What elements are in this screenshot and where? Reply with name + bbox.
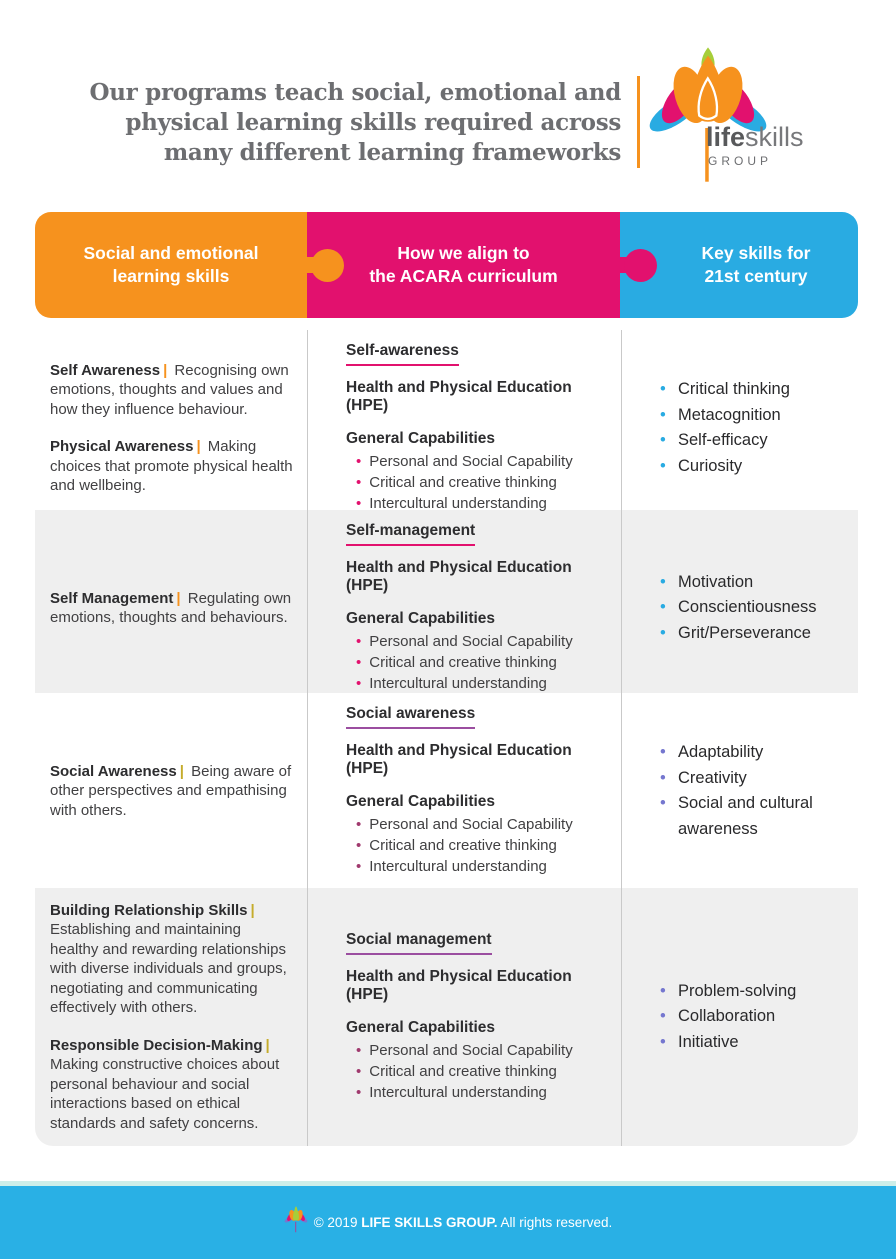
hpe-subheading: Health and Physical Education (HPE) (346, 379, 572, 414)
page-title (40, 62, 621, 192)
key-skills-list (660, 979, 854, 1056)
capability-item: • Intercultural understanding (356, 1082, 573, 1103)
table-row (35, 888, 858, 1146)
acara-alignment-cell (307, 693, 622, 889)
column-header-label: Key skills for (701, 243, 811, 263)
lotus-flower-icon (284, 1204, 308, 1234)
skill-paragraph: Responsible Decision-Making | Making constructive choices about personal behaviour and social interactions based on ethical standards and safety concerns. (50, 1036, 280, 1132)
table-row (35, 510, 858, 693)
capabilities-list (346, 814, 573, 877)
pipe-separator: | (196, 438, 201, 455)
skill-title: Self Awareness (50, 361, 161, 379)
key-skills-cell (622, 330, 858, 526)
key-skills-list (660, 740, 854, 842)
key-skills-list (660, 570, 854, 647)
skill-paragraph: Building Relationship Skills | Establishing and maintaining healthy and rewarding relationships with diverse individuals and groups, negotiating and communicating effectively with others. (50, 901, 287, 1017)
skill-title: Physical Awareness (50, 438, 194, 455)
skill-description-cell (35, 330, 307, 526)
column-header-acara (307, 212, 620, 318)
page-title-line: physical learning skills required across (125, 109, 621, 136)
hpe-subheading: Health and Physical Education (HPE) (346, 559, 572, 594)
skill-description-cell (35, 888, 307, 1146)
capability-item: • Personal and Social Capability (356, 631, 573, 652)
skill-paragraph: Self Management | Regulating own emotions, thoughts and behaviours. (50, 589, 292, 626)
capability-item: • Critical and creative thinking (356, 472, 573, 493)
footer-copyright: © 2019 (313, 1215, 362, 1230)
key-skill-item: • Collaboration (660, 1004, 854, 1030)
page-header (0, 0, 896, 192)
hpe-subheading: Health and Physical Education (HPE) (346, 742, 572, 777)
logo-word-skills: skills (745, 122, 804, 152)
hpe-subheading: Health and Physical Education (HPE) (346, 968, 572, 1003)
capability-item: • Intercultural understanding (356, 673, 573, 694)
alignment-heading: Self-awareness (346, 342, 459, 366)
capability-item: • Personal and Social Capability (356, 451, 573, 472)
key-skill-item: • Conscientiousness (660, 595, 854, 621)
pipe-separator: | (250, 901, 255, 919)
general-capabilities-title: General Capabilities (346, 610, 496, 627)
column-header-label: learning skills (112, 266, 230, 286)
key-skills-cell (622, 888, 858, 1146)
capability-item: • Intercultural understanding (356, 856, 573, 877)
lifeskills-logo (640, 62, 858, 192)
key-skill-item: • Metacognition (660, 403, 854, 429)
alignment-heading: Social management (346, 931, 492, 955)
acara-alignment-cell (307, 888, 622, 1146)
capability-item: • Critical and creative thinking (356, 835, 573, 856)
capability-item: • Critical and creative thinking (356, 1061, 573, 1082)
capability-item: • Intercultural understanding (356, 493, 573, 514)
table-row (35, 693, 858, 888)
capability-item: • Personal and Social Capability (356, 814, 573, 835)
footer-rights: All rights reserved. (497, 1215, 613, 1230)
column-header-social-emotional (35, 212, 307, 318)
table-row (35, 330, 858, 510)
skill-description-cell (35, 693, 307, 889)
skills-table (35, 330, 858, 1146)
capabilities-list (346, 451, 573, 514)
skill-title: Social Awareness (50, 762, 177, 780)
general-capabilities-title: General Capabilities (346, 430, 496, 447)
alignment-heading: Social awareness (346, 705, 475, 729)
column-header-label: the ACARA curriculum (369, 266, 558, 286)
key-skills-cell (622, 693, 858, 889)
capabilities-list (346, 1040, 573, 1103)
key-skill-item: • Problem-solving (660, 979, 854, 1005)
skill-paragraph: Self Awareness | Recognising own emotions, thoughts and values and how they influence behaviour. (50, 361, 289, 418)
acara-alignment-cell (307, 510, 622, 706)
column-header-label: Social and emotional (83, 243, 259, 263)
alignment-heading: Self-management (346, 522, 475, 546)
skill-paragraph: Social Awareness | Being aware of other perspectives and empathising with others. (50, 762, 292, 819)
skill-title: Self Management (50, 589, 174, 607)
capability-item: • Personal and Social Capability (356, 1040, 573, 1061)
key-skill-item: • Critical thinking (660, 377, 854, 403)
column-header-label: How we align to (397, 243, 530, 263)
pipe-separator: | (265, 1036, 270, 1054)
capabilities-list (346, 631, 573, 694)
general-capabilities-title: General Capabilities (346, 793, 496, 810)
key-skill-item: • Creativity (660, 766, 854, 792)
logo-wordmark (706, 122, 804, 152)
skill-title: Building Relationship Skills (50, 901, 248, 919)
key-skill-item: • Initiative (660, 1030, 854, 1056)
logo-word-life: life (706, 122, 746, 152)
pipe-separator: | (176, 589, 181, 607)
key-skill-item: • Social and cultural awareness (660, 791, 854, 842)
key-skill-item: • Grit/Perseverance (660, 621, 854, 647)
footer (0, 1186, 896, 1259)
skill-paragraph: Physical Awareness | Making choices that promote physical health and wellbeing. (50, 438, 293, 494)
puzzle-header-row (35, 212, 858, 318)
pipe-separator: | (179, 762, 184, 780)
skill-description-cell (35, 510, 307, 706)
pipe-separator: | (163, 361, 168, 379)
page-title-line: Our programs teach social, emotional and (89, 79, 621, 106)
column-header-label: 21st century (704, 266, 808, 286)
skill-title: Responsible Decision-Making (50, 1036, 263, 1054)
logo-word-group: GROUP (708, 154, 773, 168)
key-skill-item: • Curiosity (660, 454, 854, 480)
key-skills-cell (622, 510, 858, 706)
capability-item: • Critical and creative thinking (356, 652, 573, 673)
footer-brand: LIFE SKILLS GROUP. (361, 1215, 498, 1230)
page-title-line: many different learning frameworks (163, 139, 621, 166)
general-capabilities-title: General Capabilities (346, 1019, 496, 1036)
key-skill-item: • Self-efficacy (660, 428, 854, 454)
key-skill-item: • Motivation (660, 570, 854, 596)
acara-alignment-cell (307, 330, 622, 526)
key-skills-list (660, 377, 854, 479)
key-skill-item: • Adaptability (660, 740, 854, 766)
